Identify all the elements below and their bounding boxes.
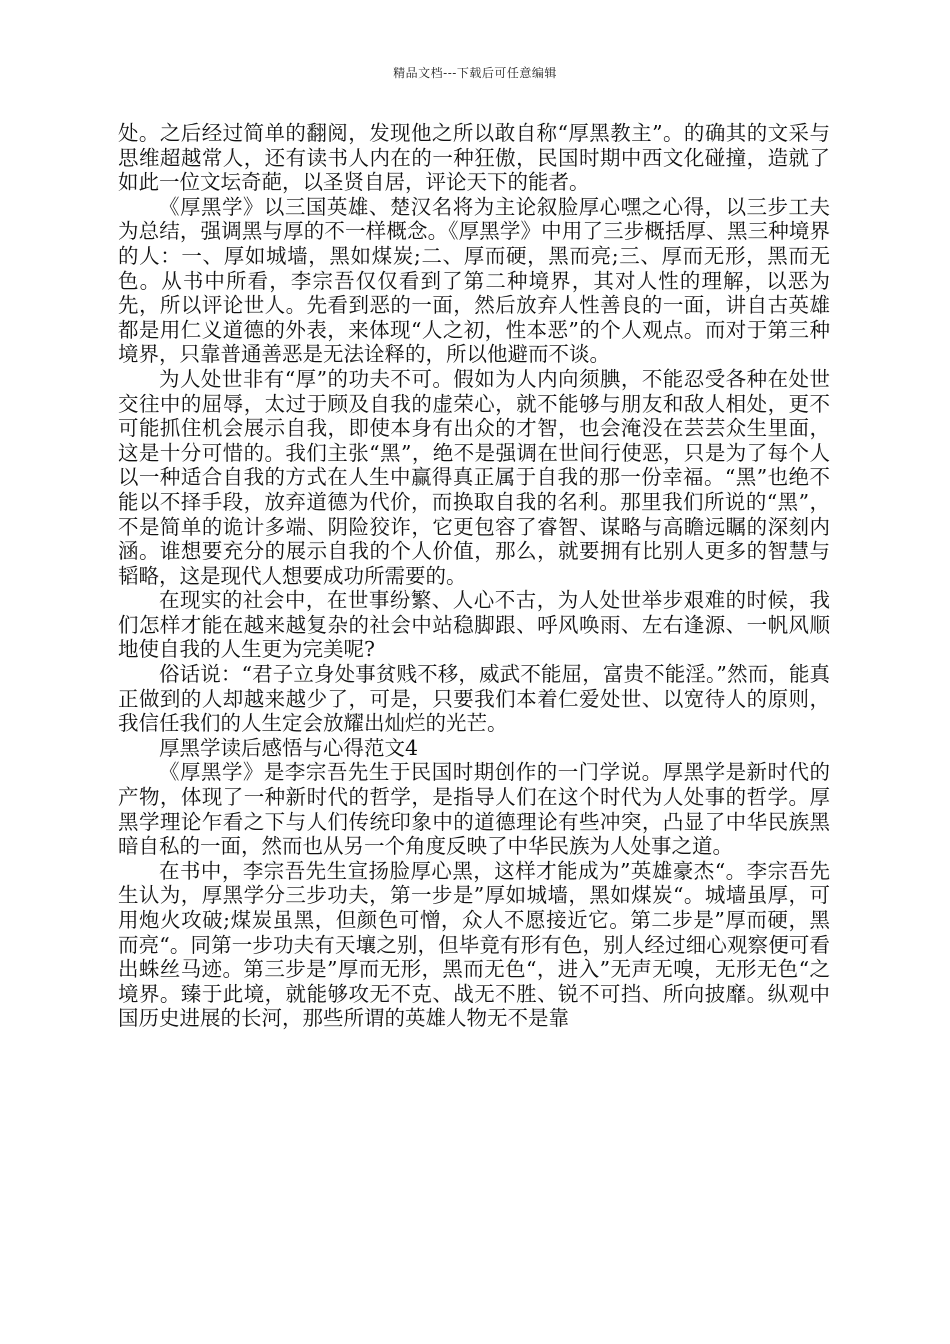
section-heading: 厚黑学读后感悟与心得范文4 xyxy=(159,735,419,760)
paragraph: 《厚黑学》是李宗吾先生于民国时期创作的一门学说。厚黑学是新时代的产物，体现了一种新时代的哲学，是指导人们在这个时代为人处事的哲学。厚黑学理论乍看之下与人们传统印象中的道德理论有些冲突，凸显了中华民族黑暗自私的一面，然而也从另一个角度反映了中华民族为人处事之道。 xyxy=(118,760,830,859)
page-header: 精品文档---下载后可任意编辑 xyxy=(393,66,557,80)
paragraph-continuation: 处。之后经过简单的翻阅，发现他之所以敢自称“厚黑教主”。的确其的文采与思维超越常人，还有读书人内在的一种狂傲，民国时期中西文化碰撞，造就了如此一位文坛奇葩，以圣贤自居，评论天下的能者。 xyxy=(118,121,830,195)
paragraph: 在现实的社会中，在世事纷繁、人心不古，为人处世举步艰难的时候，我们怎样才能在越来越复杂的社会中站稳脚跟、呼风唤雨、左右逢源、一帆风顺地使自我的人生更为完美呢? xyxy=(118,588,830,662)
paragraph: 在书中，李宗吾先生宣扬脸厚心黑，这样才能成为”英雄豪杰“。李宗吾先生认为，厚黑学分三步功夫，第一步是”厚如城墙，黑如煤炭“。城墙虽厚，可用炮火攻破;煤炭虽黑，但颜色可憎，众人不愿接近它。第二步是”厚而硬，黑而亮“。同第一步功夫有天壤之别，但毕竟有形有色，别人经过细心观察便可看出蛛丝马迹。第三步是”厚而无形，黑而无色“，进入”无声无嗅，无形无色“之境界。臻于此境，就能够攻无不克、战无不胜、锐不可挡、所向披靡。纵观中国历史进展的长河，那些所谓的英雄人物无不是靠 xyxy=(118,858,830,1031)
paragraph: 《厚黑学》以三国英雄、楚汉名将为主论叙脸厚心嘿之心得，以三步工夫为总结，强调黑与厚的不一样概念。《厚黑学》中用了三步概括厚、黑三种境界的人：一、厚如城墙，黑如煤炭;二、厚而硬，黑而亮;三、厚而无形，黑而无色。从书中所看，李宗吾仅仅看到了第二种境界，其对人性的理解，以恶为先，所以评论世人。先看到恶的一面，然后放弃人性善良的一面，讲自古英雄都是用仁义道德的外表，来体现“人之初，性本恶”的个人观点。而对于第三种境界，只靠普通善恶是无法诠释的，所以他避而不谈。 xyxy=(118,194,830,367)
paragraph: 为人处世非有“厚”的功夫不可。假如为人内向须腆，不能忍受各种在处世交往中的屈辱，太过于顾及自我的虚荣心，就不能够与朋友和敌人相处，更不可能抓住机会展示自我，即使本身有出众的才智，也会淹没在芸芸众生里面，这是十分可惜的。我们主张“黑”，绝不是强调在世间行使恶，只是为了每个人以一种适合自我的方式在人生中赢得真正属于自我的那一份幸福。“黑”也绝不能以不择手段，放弃道德为代价，而换取自我的名利。那里我们所说的“黑”，不是简单的诡计多端、阴险狡诈，它更包容了睿智、谋略与高瞻远瞩的深刻内涵。谁想要充分的展示自我的个人价值，那么，就要拥有比别人更多的智慧与韬略，这是现代人想要成功所需要的。 xyxy=(118,366,830,588)
paragraph: 俗话说：“君子立身处事贫贱不移，威武不能屈，富贵不能淫。”然而，能真正做到的人却越来越少了，可是，只要我们本着仁爱处世、以宽待人的原则，我信任我们的人生定会放耀出灿烂的光芒。 xyxy=(118,662,830,736)
document-body xyxy=(118,121,830,1031)
